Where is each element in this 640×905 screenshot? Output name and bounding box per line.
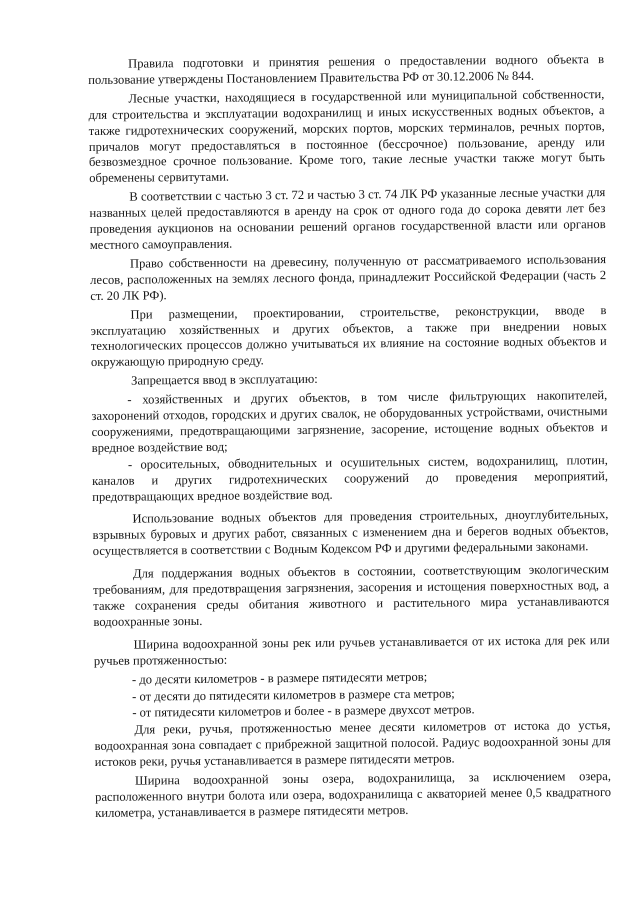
paragraph-rules: Правила подготовки и принятия решения о предоставлении водного объекта в пользование утверждены Постановлением Правительства РФ от 30.12.2006 № 844. xyxy=(88,52,605,87)
paragraph-lake-zone: Ширина водоохранной зоны озера, водохранилища, за исключением озера, расположенного внутри болота или озера, водохранилища с акваторией менее 0,5 квадратного километра, устанавливается в размере пятидесяти метров. xyxy=(95,769,612,820)
paragraph-prohibition-heading: Запрещается ввод в эксплуатацию: xyxy=(131,372,318,388)
list-item-width-100: - от десяти до пятидесяти километров в размере ста метров; xyxy=(132,686,455,704)
list-item-economic-objects: - хозяйственных и других объектов, в том числе фильтрующих накопителей, захоронений отходов, городских и других свалок, не оборудованных устройствами, очистными сооружениями, предотвращающими загрязнение, засорение, истощение водных объектов и вредное воздействие вод; xyxy=(91,388,608,455)
paragraph-water-works: Использование водных объектов для проведения строительных, дноуглубительных, взрывных буровых и других работ, связанных с изменением дна и берегов водных объектов, осуществляется в соответствии с Водным Кодексом РФ и другими федеральными законами. xyxy=(92,507,609,559)
list-item-width-200: - от пятидесяти километров и более - в размере двухсот метров. xyxy=(132,702,475,721)
list-item-irrigation-systems: - оросительных, обводнительных и осушительных систем, водохранилищ, плотин, каналов и других гидротехнических сооружений до проведения мероприятий, предотвращающих вредное воздействие вод. xyxy=(91,452,609,504)
paragraph-short-rivers: Для реки, ручья, протяженностью менее десяти километров от истока до устья, водоохранная зона совпадает с прибрежной защитной полосой. Радиус водоохранной зоны для истоков реки, ручья устанавливается в размере пятидесяти метров. xyxy=(94,718,611,770)
document-body xyxy=(88,52,611,825)
paragraph-construction-impact: При размещении, проектировании, строительстве, реконструкции, вводе в эксплуатацию хозяйственных и других объектов, а также при внедрении новых технологических процессов должно учитываться их влияние на состояние водных объектов и окружающую природную среду. xyxy=(90,302,607,370)
paragraph-timber-ownership: Право собственности на древесину, полученную от рассматриваемого использования лесов, расположенных на землях лесного фонда, принадлежит Российской Федерации (часть 2 ст. 20 ЛК РФ). xyxy=(90,251,607,303)
paragraph-lease-terms: В соответствии с частью 3 ст. 72 и частью 3 ст. 74 ЛК РФ указанные лесные участки для названных целей предоставляются в аренду на срок от одного года до сорока девяти лет без проведения аукционов на основании решений органов государственной власти или органов местного самоуправления. xyxy=(89,185,606,252)
paragraph-forest-plots: Лесные участки, находящиеся в государственной или муниципальной собственности, для строительства и эксплуатации водохранилищ и иных искусственных водных объектов, а также гидротехнических сооружений, морских портов, морских терминалов, речных портов, причалов могут предоставляться в постоянное (бессрочное) пользование, аренду или безвозмездное срочное пользование. Кроме того, такие лесные участки также могут быть обременены сервитутами. xyxy=(88,86,606,186)
list-item-width-50: - до десяти километров - в размере пятидесяти метров; xyxy=(131,669,428,687)
paragraph-zone-width: Ширина водоохранной зоны рек или ручьев устанавливается от их истока для рек или ручьев протяженностью: xyxy=(93,632,610,668)
paragraph-protection-zones: Для поддержания водных объектов в состоянии, соответствующим экологическим требованиям, для предотвращения загрязнения, засорения и истощения поверхностных вод, а также сохранения среды обитания животного и растительного мира устанавливаются водоохранные зоны. xyxy=(93,562,610,629)
